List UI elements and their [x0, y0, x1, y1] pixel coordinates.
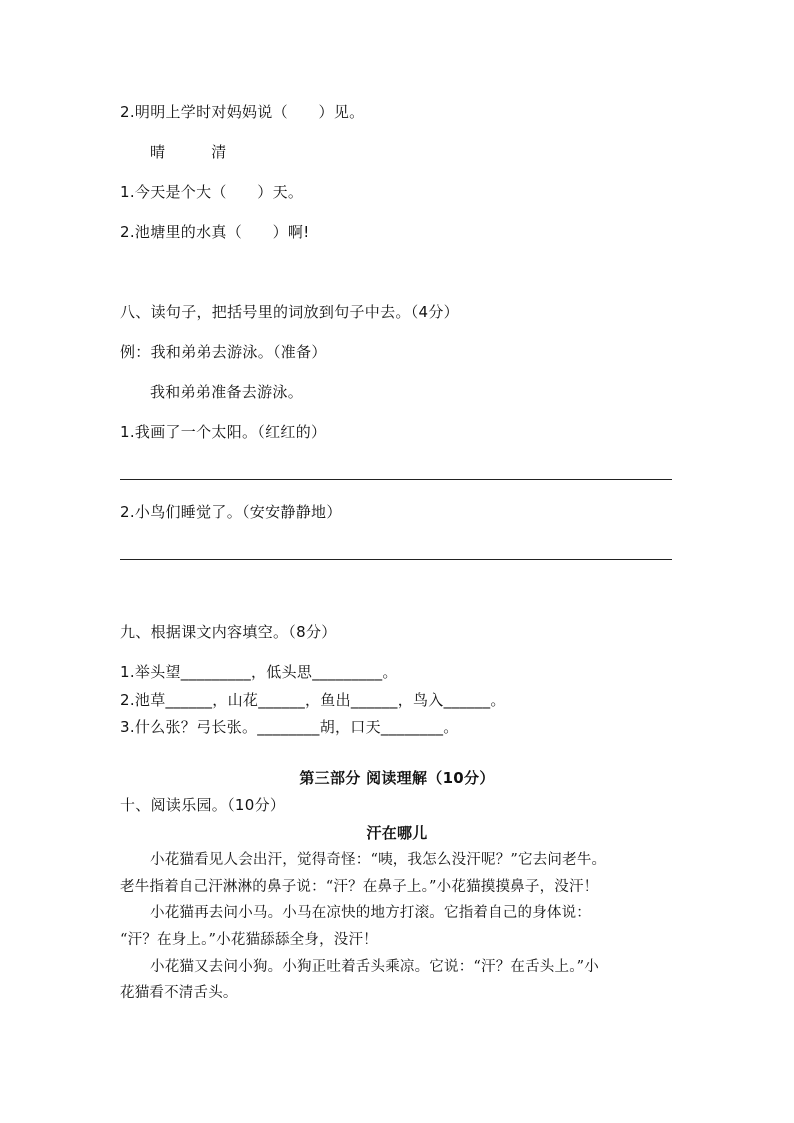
choice-question-1: 1.今天是个大（ ）天。: [120, 183, 304, 201]
word-choices: 晴 清: [150, 143, 227, 161]
section-9-question-1: 1.举头望_________，低头思_________。: [120, 663, 398, 681]
story-line-6: 花猫看不清舌头。: [120, 985, 238, 1001]
question-2-mingming: 2.明明上学时对妈妈说（ ）见。: [120, 103, 365, 121]
part-3-title: 第三部分 阅读理解（10分）: [299, 769, 495, 787]
section-8-example-answer: 我和弟弟准备去游泳。: [150, 383, 304, 401]
story-line-4: “汗？在身上。”小花猫舔舔全身，没汗！: [120, 932, 378, 948]
choice-question-2: 2.池塘里的水真（ ）啊!: [120, 223, 310, 241]
story-line-2: 老牛指着自己汗淋淋的鼻子说：“汗？在鼻子上。”小花猫摸摸鼻子，没汗！: [120, 879, 599, 895]
story-line-5: 小花猫又去问小狗。小狗正吐着舌头乘凉。它说：“汗？在舌头上。”小: [150, 959, 599, 975]
story-line-1: 小花猫看见人会出汗，觉得奇怪：“咦，我怎么没汗呢？”它去问老牛。: [150, 852, 607, 868]
section-8-question-2: 2.小鸟们睡觉了。（安安静静地）: [120, 503, 342, 521]
section-9-title: 九、根据课文内容填空。（8分）: [120, 623, 337, 641]
answer-line-2[interactable]: [120, 559, 672, 560]
section-8-example: 例：我和弟弟去游泳。（准备）: [120, 343, 327, 361]
section-8-question-1: 1.我画了一个太阳。（红红的）: [120, 423, 327, 441]
section-9-question-2: 2.池草______，山花______，鱼出______，鸟入______。: [120, 691, 506, 709]
section-8-title: 八、读句子，把括号里的词放到句子中去。（4分）: [120, 303, 459, 321]
story-line-3: 小花猫再去问小马。小马在凉快的地方打滚。它指着自己的身体说：: [150, 905, 591, 921]
section-9-question-3: 3.什么张？弓长张。________胡，口天________。: [120, 718, 459, 736]
story-title: 汗在哪儿: [366, 824, 428, 842]
answer-line-1[interactable]: [120, 479, 672, 480]
section-10-title: 十、阅读乐园。（10分）: [120, 796, 286, 814]
